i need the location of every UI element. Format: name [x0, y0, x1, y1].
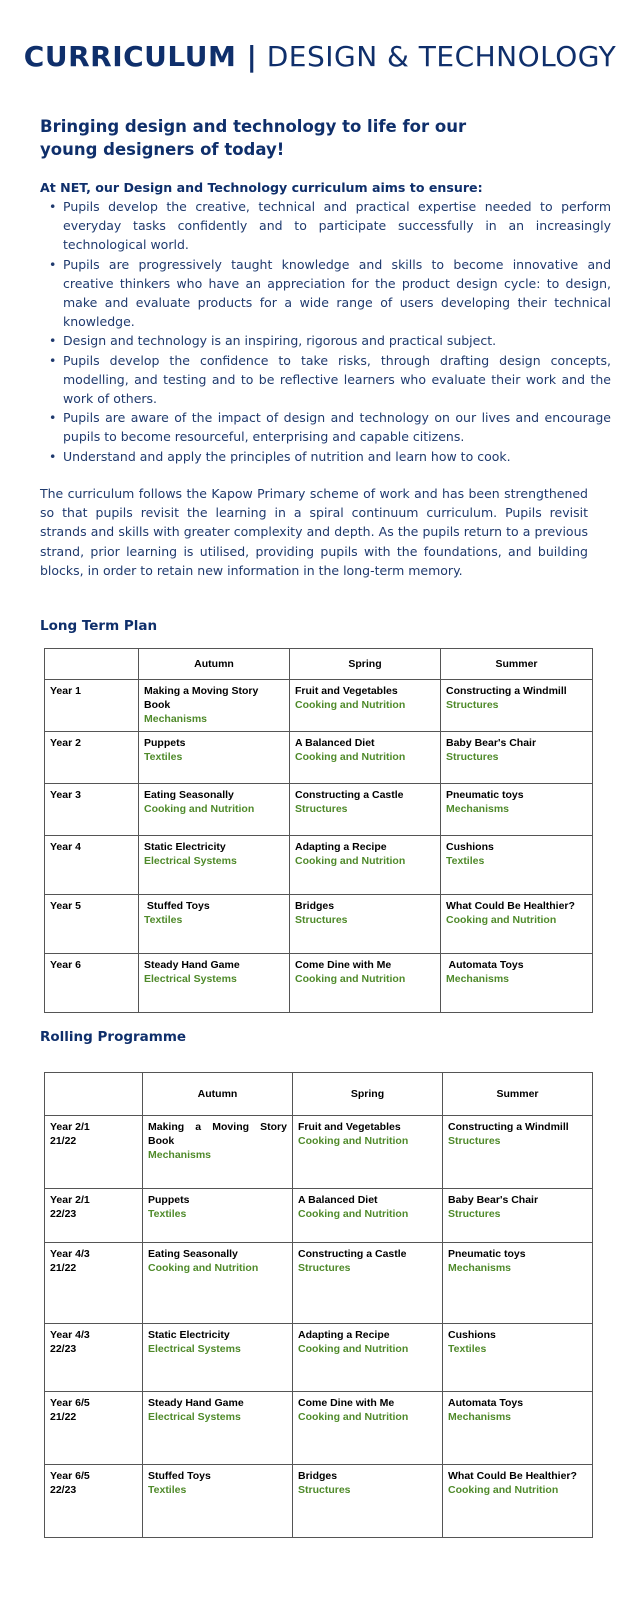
unit-name: Come Dine with Me [295, 959, 392, 971]
strand-name: Structures [448, 1208, 501, 1220]
unit-name: Cushions [448, 1329, 496, 1341]
unit-name: What Could Be Healthier? [448, 1470, 577, 1482]
strand-name: Mechanisms [446, 803, 510, 815]
header-cell-summer: Summer [441, 649, 593, 680]
strand-name: Structures [298, 1262, 351, 1274]
unit-name: Cushions [446, 841, 494, 853]
strand-name: Cooking and Nutrition [446, 914, 557, 926]
unit-name: Puppets [148, 1194, 190, 1206]
header-cell-spring: Spring [293, 1073, 443, 1116]
year-label: Year 4/3 [50, 1329, 90, 1341]
spring-cell [290, 680, 441, 732]
header-cell-empty [45, 649, 139, 680]
strand-name: Mechanisms [448, 1411, 512, 1423]
strand-name: Structures [446, 699, 499, 711]
year-label: Year 6/5 [50, 1397, 90, 1409]
aim-item: • Pupils develop the creative, technical and practical expertise needed to perform everyday tasks confidently and to participate successfully in an increasingly technological world. [63, 197, 611, 255]
summer-cell [441, 895, 593, 954]
autumn-cell [139, 954, 290, 1013]
year-label: Year 6/5 [50, 1470, 90, 1482]
page-title-light: DESIGN & TECHNOLOGY [266, 40, 617, 73]
spring-cell [290, 954, 441, 1013]
aim-item: • Pupils are aware of the impact of design and technology on our lives and encourage pupils to become resourceful, enterprising and capable citizens. [63, 408, 611, 446]
spring-cell [293, 1116, 443, 1189]
aim-item: • Understand and apply the principles of nutrition and learn how to cook. [63, 447, 611, 466]
unit-name: Adapting a Recipe [295, 841, 387, 853]
unit-name: Constructing a Castle [298, 1248, 407, 1260]
summer-cell [443, 1243, 593, 1324]
spring-cell [293, 1465, 443, 1538]
unit-name: Constructing a Castle [295, 789, 404, 801]
strand-name: Structures [295, 803, 348, 815]
summer-cell [441, 680, 593, 732]
unit-name: Static Electricity [144, 841, 226, 853]
table-row [45, 1116, 593, 1189]
table-row [45, 680, 593, 732]
table-row [45, 1243, 593, 1324]
strand-name: Cooking and Nutrition [295, 855, 406, 867]
aims-intro: At NET, our Design and Technology curriculum aims to ensure: [40, 180, 483, 195]
strand-name: Textiles [148, 1484, 187, 1496]
strand-name: Cooking and Nutrition [148, 1262, 259, 1274]
year-cell: Year 4 [45, 836, 139, 895]
strand-name: Cooking and Nutrition [448, 1484, 559, 1496]
long-term-plan-heading: Long Term Plan [40, 618, 158, 634]
year-label: Year 4/3 [50, 1248, 90, 1260]
year-cell: Year 2 [45, 732, 139, 784]
strand-name: Electrical Systems [144, 855, 237, 867]
spring-cell [290, 784, 441, 836]
unit-name: Pneumatic toys [448, 1248, 526, 1260]
autumn-cell [139, 784, 290, 836]
spring-cell [293, 1243, 443, 1324]
table-row [45, 1392, 593, 1465]
strand-name: Textiles [144, 914, 183, 926]
autumn-cell [143, 1243, 293, 1324]
strand-name: Cooking and Nutrition [295, 751, 406, 763]
summer-cell [443, 1392, 593, 1465]
strand-name: Cooking and Nutrition [144, 803, 255, 815]
strand-name: Electrical Systems [144, 973, 237, 985]
unit-name: Adapting a Recipe [298, 1329, 390, 1341]
rolling-programme-table [44, 1072, 593, 1538]
unit-name: Constructing a Windmill [446, 685, 567, 697]
strand-name: Textiles [448, 1343, 487, 1355]
strand-name: Cooking and Nutrition [298, 1343, 409, 1355]
strand-name: Cooking and Nutrition [298, 1208, 409, 1220]
strand-name: Mechanisms [446, 973, 510, 985]
table-row [45, 1189, 593, 1243]
strand-name: Structures [446, 751, 499, 763]
strand-name: Cooking and Nutrition [298, 1135, 409, 1147]
autumn-cell [139, 680, 290, 732]
unit-name: Static Electricity [148, 1329, 230, 1341]
summer-cell [443, 1189, 593, 1243]
summer-cell [441, 954, 593, 1013]
unit-name: Stuffed Toys [148, 1470, 211, 1482]
year-cell: Year 5 [45, 895, 139, 954]
table-row [45, 1465, 593, 1538]
strand-name: Structures [295, 914, 348, 926]
strand-name: Mechanisms [448, 1262, 512, 1274]
year-cell: Year 6 [45, 954, 139, 1013]
aim-item: • Pupils develop the confidence to take risks, through drafting design concepts, modelling, and testing and to be reflective learners who evaluate their work and the work of others. [63, 351, 611, 409]
summer-cell [443, 1324, 593, 1392]
page-title-bold: CURRICULUM | [23, 40, 258, 73]
unit-name: Bridges [298, 1470, 338, 1482]
strand-name: Mechanisms [148, 1149, 212, 1161]
unit-name: A Balanced Diet [295, 737, 375, 749]
unit-name: Making a Moving Story Book [148, 1121, 287, 1147]
unit-name: Eating Seasonally [144, 789, 234, 801]
unit-name: Fruit and Vegetables [298, 1121, 401, 1133]
long-term-plan-table [44, 648, 593, 1013]
session-label: 22/23 [50, 1484, 77, 1496]
unit-name: Making a Moving Story Book [144, 685, 259, 711]
header-cell-autumn: Autumn [143, 1073, 293, 1116]
strand-name: Mechanisms [144, 713, 208, 725]
year-cell [45, 1189, 143, 1243]
table-header-row [45, 649, 593, 680]
header-cell-autumn: Autumn [139, 649, 290, 680]
year-label: Year 2/1 [50, 1194, 90, 1206]
unit-name: What Could Be Healthier? [446, 900, 575, 912]
unit-name: Pneumatic toys [446, 789, 524, 801]
table-row [45, 732, 593, 784]
subtitle: Bringing design and technology to life for our young designers of today! [40, 117, 467, 159]
autumn-cell [143, 1116, 293, 1189]
curriculum-paragraph: The curriculum follows the Kapow Primary scheme of work and has been strengthened so that pupils revisit the learning in a spiral continuum curriculum. Pupils revisit strands and skills with greater complexity and depth. As the pupils return to a previous strand, prior learning is utilised, providing pupils with the foundations, and building blocks, in order to retain new information in the long-term memory. [40, 486, 588, 578]
autumn-cell [139, 836, 290, 895]
year-cell: Year 3 [45, 784, 139, 836]
unit-name: Puppets [144, 737, 186, 749]
page-title [0, 40, 640, 73]
unit-name: Automata Toys [448, 1397, 524, 1409]
strand-name: Textiles [148, 1208, 187, 1220]
session-label: 22/23 [50, 1343, 77, 1355]
strand-name: Electrical Systems [148, 1411, 241, 1423]
strand-name: Cooking and Nutrition [298, 1411, 409, 1423]
strand-name: Textiles [144, 751, 183, 763]
rolling-programme-heading: Rolling Programme [40, 1029, 187, 1045]
unit-name: Steady Hand Game [148, 1397, 244, 1409]
unit-name: Fruit and Vegetables [295, 685, 398, 697]
autumn-cell [143, 1189, 293, 1243]
table-row [45, 836, 593, 895]
summer-cell [441, 784, 593, 836]
spring-cell [293, 1324, 443, 1392]
table-row [45, 784, 593, 836]
strand-name: Cooking and Nutrition [295, 973, 406, 985]
spring-cell [293, 1189, 443, 1243]
table-row [45, 1324, 593, 1392]
table-row [45, 954, 593, 1013]
unit-name: Constructing a Windmill [448, 1121, 569, 1133]
year-cell [45, 1243, 143, 1324]
autumn-cell [143, 1392, 293, 1465]
summer-cell [443, 1465, 593, 1538]
autumn-cell [143, 1465, 293, 1538]
unit-name: A Balanced Diet [298, 1194, 378, 1206]
header-cell-summer: Summer [443, 1073, 593, 1116]
unit-name: Come Dine with Me [298, 1397, 395, 1409]
summer-cell [441, 732, 593, 784]
unit-name: Steady Hand Game [144, 959, 240, 971]
autumn-cell [139, 732, 290, 784]
autumn-cell [139, 895, 290, 954]
unit-name: Stuffed Toys [144, 900, 210, 912]
year-cell [45, 1465, 143, 1538]
table-header-row [45, 1073, 593, 1116]
strand-name: Structures [298, 1484, 351, 1496]
spring-cell [293, 1392, 443, 1465]
unit-name: Eating Seasonally [148, 1248, 238, 1260]
year-cell: Year 1 [45, 680, 139, 732]
table-row [45, 895, 593, 954]
session-label: 21/22 [50, 1262, 77, 1274]
aim-item: • Design and technology is an inspiring, rigorous and practical subject. [63, 331, 611, 350]
strand-name: Structures [448, 1135, 501, 1147]
strand-name: Textiles [446, 855, 485, 867]
spring-cell [290, 895, 441, 954]
session-label: 21/22 [50, 1135, 77, 1147]
unit-name: Baby Bear's Chair [448, 1194, 539, 1206]
unit-name: Baby Bear's Chair [446, 737, 537, 749]
year-cell [45, 1324, 143, 1392]
unit-name: Automata Toys [446, 959, 524, 971]
spring-cell [290, 732, 441, 784]
session-label: 22/23 [50, 1208, 77, 1220]
strand-name: Electrical Systems [148, 1343, 241, 1355]
strand-name: Cooking and Nutrition [295, 699, 406, 711]
spring-cell [290, 836, 441, 895]
year-cell [45, 1392, 143, 1465]
year-label: Year 2/1 [50, 1121, 90, 1133]
summer-cell [443, 1116, 593, 1189]
autumn-cell [143, 1324, 293, 1392]
summer-cell [441, 836, 593, 895]
header-cell-empty [45, 1073, 143, 1116]
unit-name: Bridges [295, 900, 335, 912]
year-cell [45, 1116, 143, 1189]
header-cell-spring: Spring [290, 649, 441, 680]
aims-list [40, 197, 611, 466]
session-label: 21/22 [50, 1411, 77, 1423]
aim-item: • Pupils are progressively taught knowledge and skills to become innovative and creative thinkers who have an appreciation for the product design cycle: to design, make and evaluate products for a wide range of users developing their technical knowledge. [63, 255, 611, 332]
